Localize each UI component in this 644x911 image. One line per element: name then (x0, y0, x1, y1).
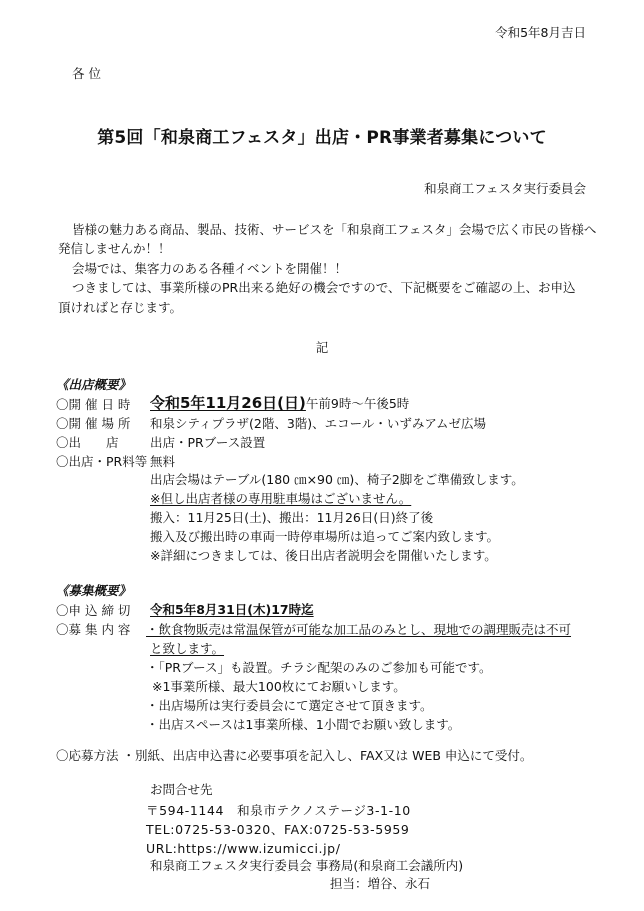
intro-line-1: 皆様の魅力ある商品、製品、技術、サービスを「和泉商工フェスタ」会場で広く市民の皆様へ (72, 222, 597, 237)
content-line-1: ・飲食物販売は常温保管が可能な加工品のみとし、現地での調理販売は不可 (146, 622, 572, 637)
intro-line-5: 頂ければと存じます。 (58, 300, 183, 315)
content-line-3: ・「PRブース」も設置。チラシ配架のみのご参加も可能です。 (146, 660, 492, 675)
event-time-value: 午前9時～午後5時 (305, 396, 410, 411)
contact-url[interactable]: URL:https://www.izumicci.jp/ (146, 841, 341, 856)
organizer: 和泉商工フェスタ実行委員会 (424, 181, 586, 196)
outline-note-4: 搬入及び搬出時の車両一時停車場所は追ってご案内致します。 (150, 529, 500, 544)
page-title: 第5回「和泉商工フェスタ」出店・PR事業者募集について (97, 128, 547, 148)
outline-note-5: ※詳細につきましては、後日出店者説明会を開催いたします。 (150, 548, 497, 563)
venue-label: 〇開 催 場 所 (56, 416, 131, 431)
intro-line-4: つきましては、事業所様のPR出来る絶好の機会ですので、下記概要をご確認の上、お申込 (72, 280, 576, 295)
event-date-label: 〇開 催 日 時 (56, 397, 131, 412)
intro-line-3: 会場では、集客力のある各種イベントを開催！！ (72, 261, 348, 276)
issue-date: 令和5年8月吉日 (495, 25, 586, 40)
outline-note-1: 出店会場はテーブル(180 ㎝×90 ㎝)、椅子2脚をご準備致します。 (150, 472, 524, 487)
contact-address: 〒594-1144 和泉市テクノステージ3-1-10 (146, 803, 411, 818)
booth-label: 〇出 店 (56, 435, 119, 450)
deadline-value: 令和5年8月31日(木)17時迄 (150, 602, 314, 617)
content-line-6: ・出店スペースは1事業所様、1小間でお願い致します。 (146, 717, 461, 732)
intro-line-2: 発信しませんか！！ (58, 241, 171, 256)
venue-value: 和泉シティプラザ(2階、3階)、エコール・いずみアムゼ広場 (150, 416, 487, 431)
event-date-row (150, 394, 409, 412)
addressee: 各 位 (72, 66, 101, 81)
contact-heading: お問合せ先 (150, 782, 213, 797)
contact-person: 担当：増谷、永石 (330, 876, 431, 891)
content-line-2: と致します。 (150, 641, 225, 656)
content-label: 〇募 集 内 容 (56, 622, 131, 637)
event-date-value: 令和5年11月26日(日) (150, 394, 306, 412)
ki-heading: 記 (315, 340, 329, 355)
outline-note-3: 搬入：11月25日(土)、搬出：11月26日(日)終了後 (150, 510, 434, 525)
apply-method: 〇応募方法 ・別紙、出店申込書に必要事項を記入し、FAX又は WEB 申込にて受付。 (56, 748, 533, 763)
contact-tel-fax: TEL:0725-53-0320、FAX:0725-53-5959 (146, 822, 410, 837)
outline-heading: 《出店概要》 (56, 377, 132, 392)
outline-note-2: ※但し出店者様の専用駐車場はございません。 (150, 491, 412, 506)
content-line-5: ・出店場所は実行委員会にて選定させて頂きます。 (146, 698, 433, 713)
recruit-heading: 《募集概要》 (56, 583, 132, 598)
content-line-4: ※1事業所様、最大100枚にてお願いします。 (152, 679, 406, 694)
contact-office: 和泉商工フェスタ実行委員会 事務局(和泉商工会議所内) (150, 858, 464, 873)
booth-value: 出店・PRブース設置 (150, 435, 266, 450)
deadline-label: 〇申 込 締 切 (56, 603, 131, 618)
fee-label: 〇出店・PR料等 (56, 454, 148, 469)
fee-value: 無料 (150, 454, 176, 469)
